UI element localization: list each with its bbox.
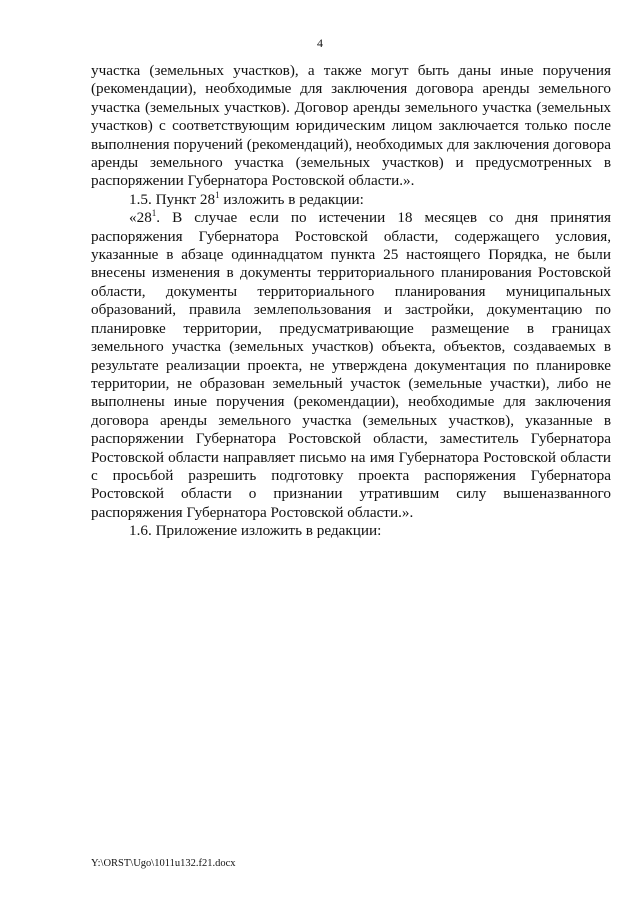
document-body: [91, 62, 611, 541]
point-28-1-superscript: 1: [151, 208, 157, 219]
paragraph-point-28-1: [91, 209, 611, 522]
item-1-5-after: изложить в редакции:: [219, 190, 364, 208]
page-number: 4: [317, 36, 323, 50]
paragraph-item-1-6: 1.6. Приложение изложить в редакции:: [129, 522, 382, 540]
paragraph-continuation: участка (земельных участков), а также могут быть даны иные поручения (рекомендации), необходимые для заключения договора аренды земельного участка (земельных участков). Договор аренды земельного участка (земельных участков) с соответствующим юридическим лицом заключается только после выполнения поручений (рекомендаций), необходимых для заключения договора аренды земельного участка (земельных участков) и предусмотренных в распоряжении Губернатора Ростовской области.».: [91, 62, 611, 190]
item-1-5-superscript: 1: [215, 189, 220, 200]
point-28-1-after: . В случае если по истечении 18 месяцев со дня принятия распоряжения Губернатора Ростовской области, содержащего условия, указанные в абзаце одиннадцатом пункта 25 настоящего Порядка, не были внесены изменения в документы территориального планирования Ростовской области, документы территориального планирования муниципальных образований, правила землепользования и застройки, документацию по планировке территории, предусматривающие размещение в границах земельного участка (земельных участков) объекта, объектов, создаваемых в результате реализации проекта, не утверждена документация по планировке территории, не образован земельный участок (земельные участки), либо не выполнены иные поручения (рекомендации), необходимые для заключения договора аренды земельного участка (земельных участков), указанные в распоряжении Губернатора Ростовской области, заместитель Губернатора Ростовской области направляет письмо на имя Губернатора Ростовской области с просьбой разрешить подготовку проекта распоряжения Губернатора Ростовской области о признании утратившим силу вышеназванного распоряжения Губернатора Ростовской области.».: [91, 209, 611, 521]
point-28-1-before: «28: [129, 209, 152, 227]
item-1-5-before: 1.5. Пункт 28: [129, 190, 216, 208]
paragraph-item-1-5: [91, 191, 611, 209]
footer-file-path: Y:\ORST\Ugo\1011u132.f21.docx: [91, 858, 236, 869]
